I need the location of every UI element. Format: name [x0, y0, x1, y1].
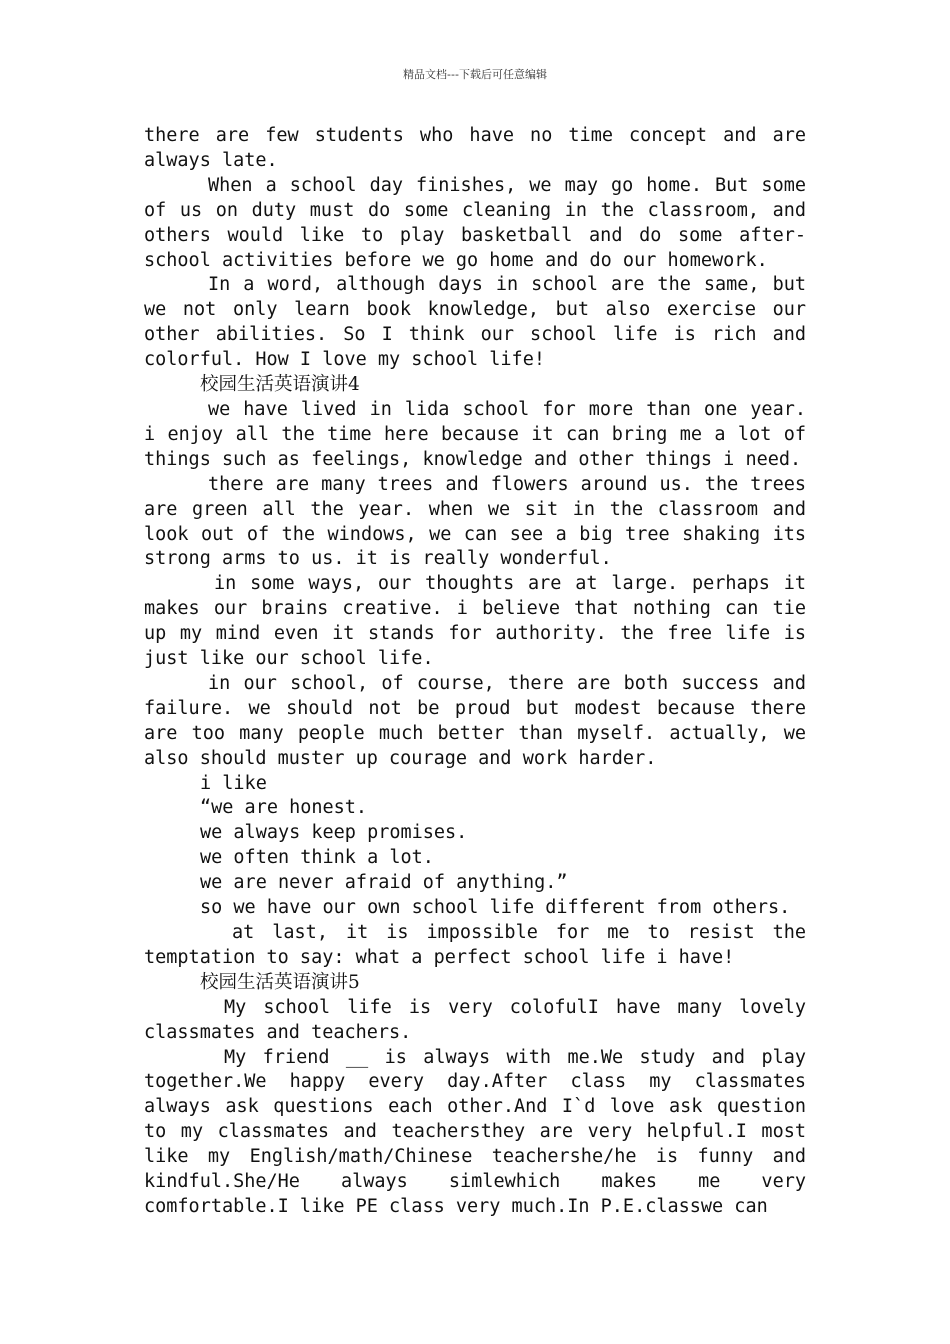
quote-line: we are never afraid of anything.” — [200, 872, 568, 894]
quote-line: i like — [200, 772, 267, 794]
quote-line: we often think a lot. — [200, 847, 434, 869]
paragraph: When a school day finishes, we may go home. But some of us on duty must do some cleaning in the classroom, and others would like to play basketball and do some after-school activities before we go home and do our homework. — [144, 174, 806, 271]
page-header: 精品文档---下载后可任意编辑 — [403, 68, 547, 81]
paragraph: My school life is very colofulI have many lovely classmates and teachers. — [144, 996, 806, 1043]
paragraph: My friend __ is always with me.We study and play together.We happy every day.After class my classmates always ask questions each other.And I`d love ask question to my classmates and teachersthey are very helpful.I most like my English/math/Chinese teachershe/he is funny and kindful.She/He always simlewhich makes me very comfortable.I like PE class very much.In P.E.classwe can — [144, 1046, 806, 1217]
quote-line: we always keep promises. — [200, 822, 468, 844]
paragraph: there are few students who have no time concept and are always late. — [144, 125, 806, 171]
paragraph: at last, it is impossible for me to resist the temptation to say: what a perfect school life i have! — [144, 922, 806, 968]
section-heading: 校园生活英语演讲5 — [200, 971, 360, 993]
quote-line: “we are honest. — [200, 797, 368, 819]
quote-line: so we have our own school life different from others. — [200, 897, 791, 919]
paragraph: In a word, although days in school are the same, but we not only learn book knowledge, but also exercise our other abilities. So I think our school life is rich and colorful. How I love my school life! — [144, 274, 806, 371]
paragraph: we have lived in lida school for more than one year. i enjoy all the time here because it can bring me a lot of things such as feelings, knowledge and other things i need. — [144, 398, 806, 470]
paragraph: in our school, of course, there are both success and failure. we should not be proud but modest because there are too many people much better than myself. actually, we also should muster up courage and work harder. — [144, 672, 806, 769]
paragraph: in some ways, our thoughts are at large. perhaps it makes our brains creative. i believe that nothing can tie up my mind even it stands for authority. the free life is just like our school life. — [144, 573, 806, 670]
document-body — [144, 124, 806, 1220]
section-heading: 校园生活英语演讲4 — [200, 374, 360, 396]
paragraph: there are many trees and flowers around us. the trees are green all the year. when we sit in the classroom and look out of the windows, we can see a big tree shaking its strong arms to us. it is really wonderful. — [144, 473, 806, 570]
